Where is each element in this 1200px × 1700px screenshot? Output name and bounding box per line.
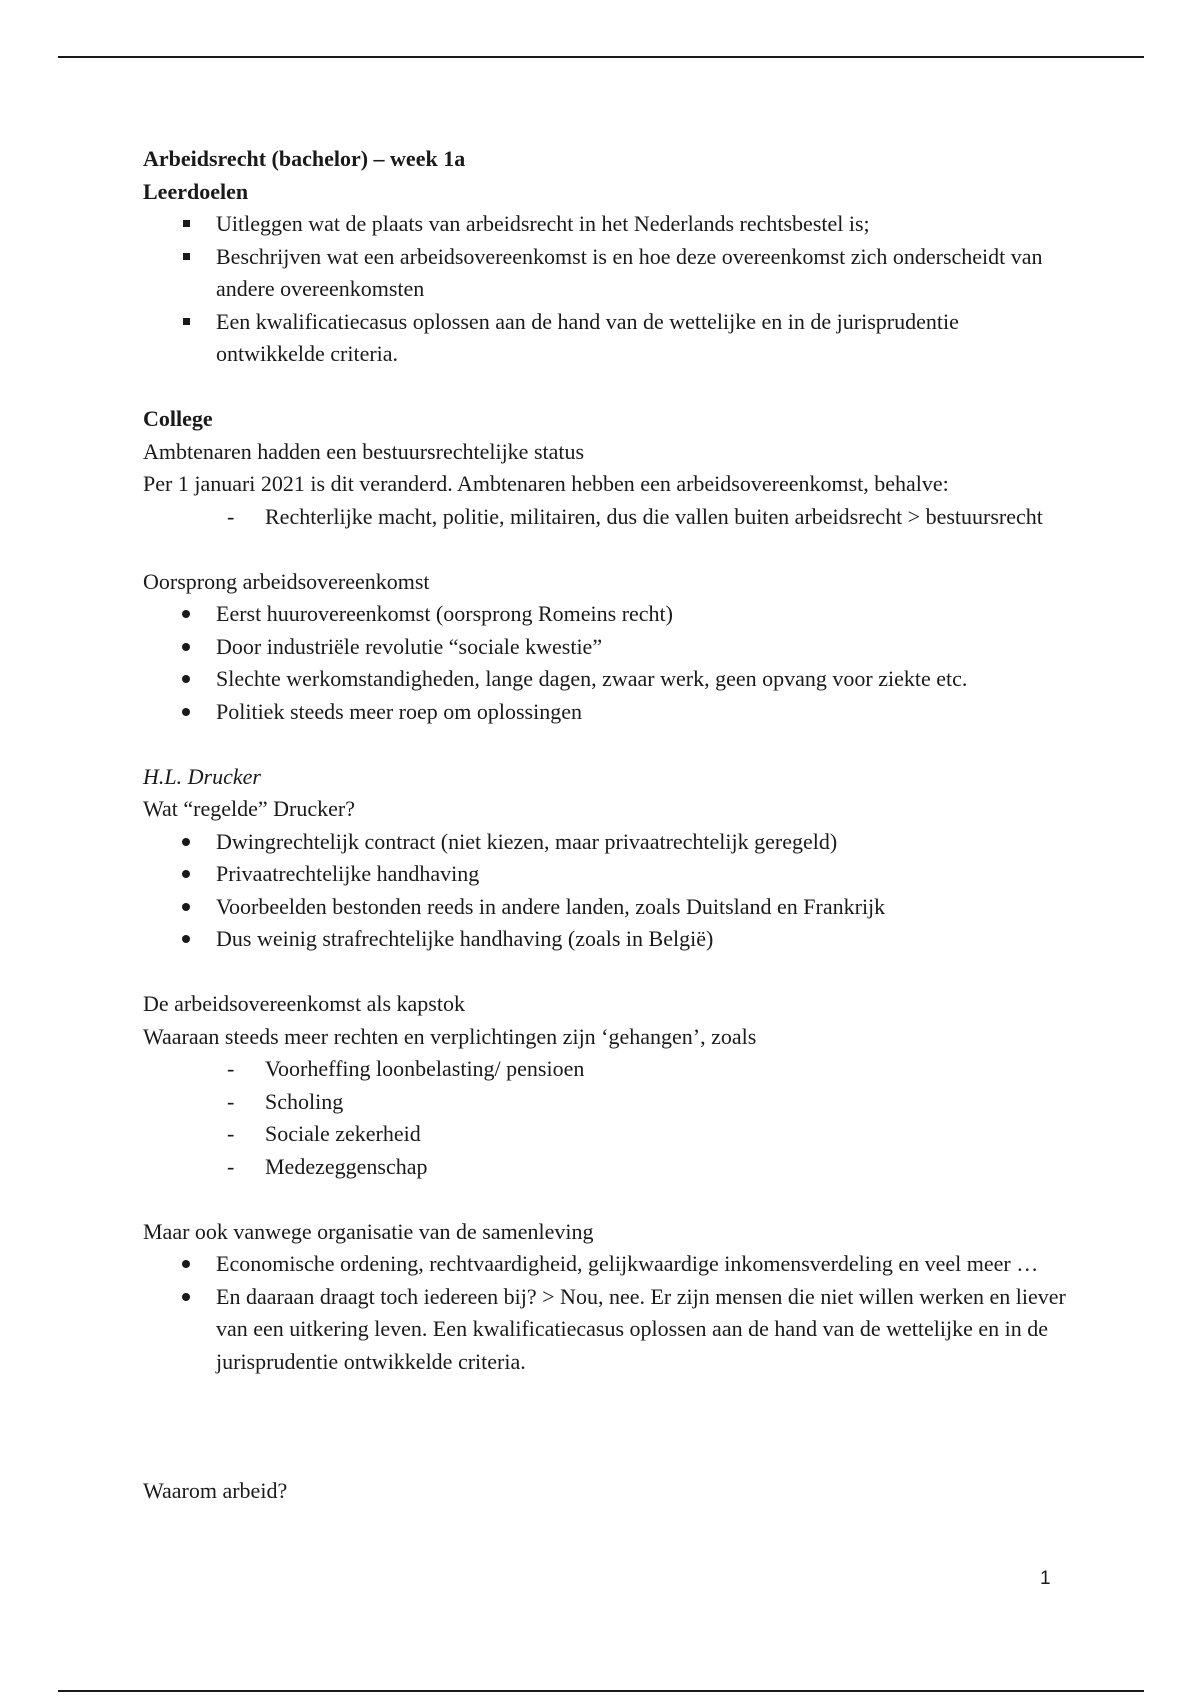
dash-bullet-icon: -: [227, 1153, 235, 1179]
list-item: Beschrijven wat een arbeidsovereenkomst is en hoe deze overeenkomst zich onderscheidt van andere overeenkomsten: [143, 241, 1073, 306]
list-item: Eerst huurovereenkomst (oorsprong Romeins recht): [143, 598, 1073, 631]
list-item: Uitleggen wat de plaats van arbeidsrecht in het Nederlands rechtsbestel is;: [143, 208, 1073, 241]
samenleving-list: [143, 1248, 1073, 1378]
leerdoelen-list: [143, 208, 1073, 371]
list-item: Dus weinig strafrechtelijke handhaving (zoals in België): [143, 923, 1073, 956]
oorsprong-heading: Oorsprong arbeidsovereenkomst: [143, 568, 430, 594]
list-item: Economische ordening, rechtvaardigheid, gelijkwaardige inkomensverdeling en veel meer …: [143, 1248, 1073, 1281]
list-item: - Scholing: [143, 1086, 1073, 1119]
square-bullet-icon: [183, 318, 190, 325]
bullet-icon: [182, 708, 190, 716]
list-item: Voorbeelden bestonden reeds in andere landen, zoals Duitsland en Frankrijk: [143, 891, 1073, 924]
top-rule: [58, 56, 1144, 58]
dash-bullet-icon: -: [227, 503, 235, 529]
college-dash-list: [143, 501, 1073, 534]
drucker-list: [143, 826, 1073, 956]
bullet-icon: [182, 610, 190, 618]
oorsprong-list: [143, 598, 1073, 728]
list-item: Een kwalificatiecasus oplossen aan de hand van de wettelijke en in de jurisprudentie ontwikkelde criteria.: [143, 306, 1073, 371]
drucker-question: Wat “regelde” Drucker?: [143, 796, 355, 821]
list-item: En daaraan draagt toch iedereen bij? > Nou, nee. Er zijn mensen die niet willen werken en liever van een uitkering leven. Een kwalificatiecasus oplossen aan de hand van de wettelijke en in de jurisprudentie ontwikkelde criteria.: [143, 1281, 1073, 1379]
dash-bullet-icon: -: [227, 1056, 235, 1081]
bullet-icon: [182, 1293, 190, 1301]
list-item: Politiek steeds meer roep om oplossingen: [143, 696, 1073, 729]
bullet-icon: [182, 903, 190, 911]
bullet-icon: [182, 675, 190, 683]
bullet-icon: [182, 838, 190, 846]
square-bullet-icon: [183, 220, 190, 227]
kapstok-heading: De arbeidsovereenkomst als kapstok: [143, 991, 465, 1016]
bullet-icon: [182, 935, 190, 943]
list-item: - Medezeggenschap: [143, 1151, 1073, 1184]
bullet-icon: [182, 1260, 190, 1268]
college-line-2: Per 1 januari 2021 is dit veranderd. Ambtenaren hebben een arbeidsovereenkomst, behalve:: [143, 471, 949, 496]
college-line-1: Ambtenaren hadden een bestuursrechtelijke status: [143, 438, 585, 464]
document-title: Arbeidsrecht (bachelor) – week 1a: [143, 146, 466, 171]
drucker-heading: H.L. Drucker: [143, 763, 261, 789]
list-item: Privaatrechtelijke handhaving: [143, 858, 1073, 891]
college-heading: College: [143, 406, 213, 431]
kapstok-intro: Waaraan steeds meer rechten en verplichtingen zijn ‘gehangen’, zoals: [143, 1023, 757, 1049]
list-item: Door industriële revolutie “sociale kwestie”: [143, 631, 1073, 664]
list-item: - Voorheffing loonbelasting/ pensioen: [143, 1053, 1073, 1086]
dash-bullet-icon: -: [227, 1121, 235, 1146]
dash-bullet-icon: -: [227, 1088, 235, 1114]
list-item: - Rechterlijke macht, politie, militairen, dus die vallen buiten arbeidsrecht > bestuursrecht: [143, 501, 1073, 534]
bullet-icon: [182, 870, 190, 878]
leerdoelen-heading: Leerdoelen: [143, 178, 249, 204]
samenleving-heading: Maar ook vanwege organisatie van de samenleving: [143, 1218, 594, 1244]
waarom-heading: Waarom arbeid?: [143, 1478, 288, 1503]
bottom-rule: [58, 1690, 1144, 1692]
document-body: [143, 143, 1073, 1508]
page-number: 1: [1040, 1568, 1051, 1589]
list-item: Slechte werkomstandigheden, lange dagen, zwaar werk, geen opvang voor ziekte etc.: [143, 663, 1073, 696]
bullet-icon: [182, 643, 190, 651]
square-bullet-icon: [183, 253, 190, 260]
list-item: - Sociale zekerheid: [143, 1118, 1073, 1151]
list-item: Dwingrechtelijk contract (niet kiezen, maar privaatrechtelijk geregeld): [143, 826, 1073, 859]
kapstok-dash-list: [143, 1053, 1073, 1183]
